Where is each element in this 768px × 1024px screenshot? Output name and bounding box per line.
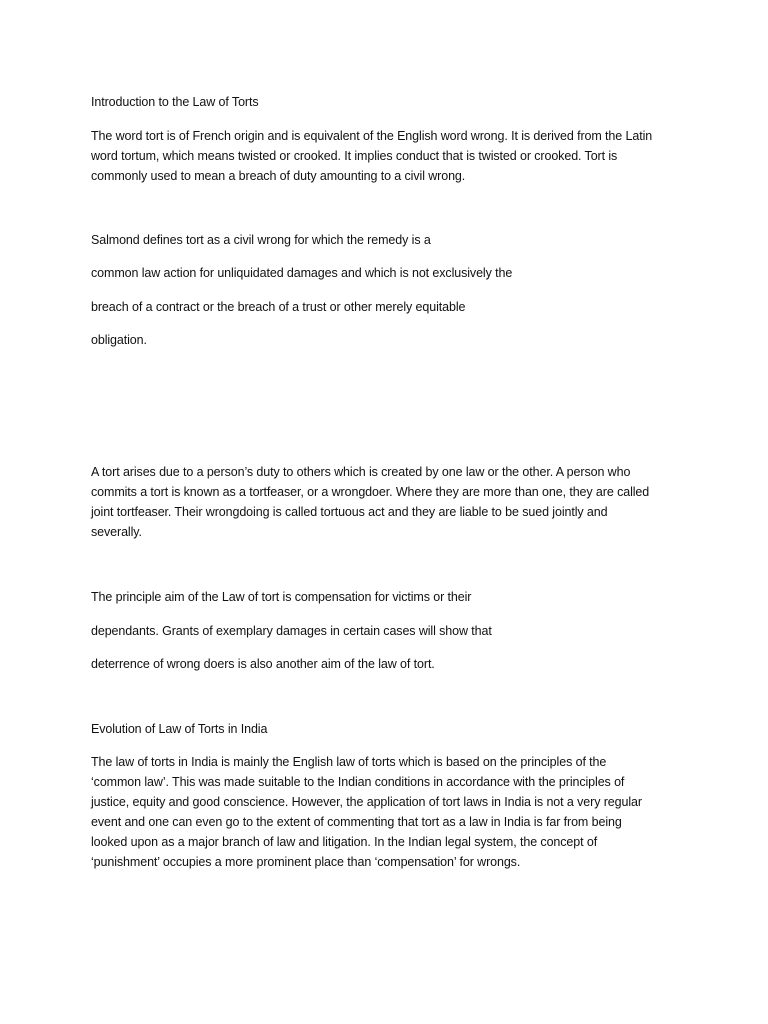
paragraph-line: A tort arises due to a person’s duty to others which is created by one law or the other. A person who [91,465,631,479]
paragraph-line: event and one can even go to the extent of commenting that tort as a law in India is far from being [91,815,622,829]
aim-line: dependants. Grants of exemplary damages in certain cases will show that [91,624,492,638]
salmond-definition-line: obligation. [91,333,147,347]
paragraph-line: The word tort is of French origin and is equivalent of the English word wrong. It is derived from the Latin [91,129,653,143]
paragraph-line: looked upon as a major branch of law and litigation. In the Indian legal system, the concept of [91,835,598,849]
aim-line: The principle aim of the Law of tort is compensation for victims or their [91,590,472,604]
paragraph-line: The law of torts in India is mainly the English law of torts which is based on the principles of the [91,755,607,769]
salmond-definition-line: breach of a contract or the breach of a trust or other merely equitable [91,300,466,314]
salmond-definition-line: Salmond defines tort as a civil wrong for which the remedy is a [91,233,431,247]
section-heading-evolution: Evolution of Law of Torts in India [91,722,268,736]
paragraph-line: commits a tort is known as a tortfeaser, or a wrongdoer. Where they are more than one, they are called [91,485,650,499]
paragraph-line: ‘common law’. This was made suitable to the Indian conditions in accordance with the principles of [91,775,625,789]
paragraph-line: severally. [91,525,142,539]
paragraph-line: joint tortfeaser. Their wrongdoing is called tortuous act and they are liable to be sued jointly and [91,505,608,519]
paragraph-line: ‘punishment’ occupies a more prominent place than ‘compensation’ for wrongs. [91,855,521,869]
section-heading-introduction: Introduction to the Law of Torts [91,95,259,109]
paragraph-line: word tortum, which means twisted or crooked. It implies conduct that is twisted or crooked. Tort is [91,149,618,163]
aim-line: deterrence of wrong doers is also another aim of the law of tort. [91,657,435,671]
paragraph-line: justice, equity and good conscience. However, the application of tort laws in India is not a very regular [91,795,642,809]
paragraph-line: commonly used to mean a breach of duty amounting to a civil wrong. [91,169,466,183]
salmond-definition-line: common law action for unliquidated damages and which is not exclusively the [91,266,513,280]
